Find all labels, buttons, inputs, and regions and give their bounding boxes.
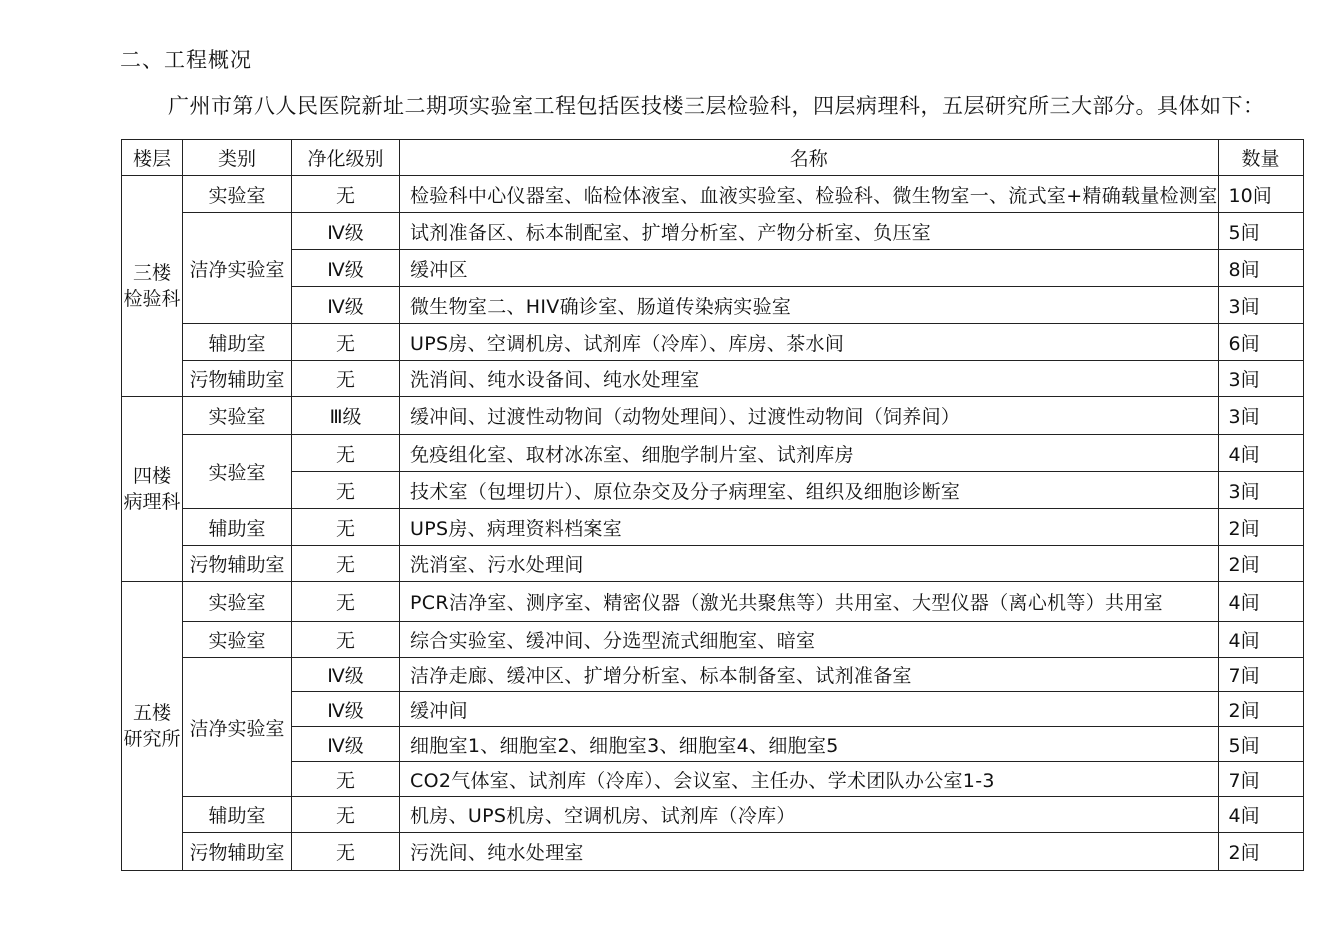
department-label: 检验科: [123, 288, 181, 310]
room-names-cell: 洗消室、污水处理间: [400, 546, 1219, 582]
level-cell: 无: [292, 472, 400, 509]
level-cell: 无: [292, 833, 400, 871]
header-name: 名称: [400, 140, 1219, 176]
category-cell: 实验室: [183, 176, 292, 213]
table-row: [122, 546, 1304, 582]
room-names-cell: 洁净走廊、缓冲区、扩增分析室、标本制备室、试剂准备室: [400, 658, 1219, 692]
table-row: [122, 727, 1304, 762]
category-cell: 实验室: [183, 622, 292, 658]
table-row: [122, 250, 1304, 287]
floor-label: 三楼: [132, 262, 171, 284]
table-row: [122, 213, 1304, 250]
header-quantity: 数量: [1218, 140, 1303, 176]
floor-label: 五楼: [132, 702, 171, 724]
header-level: 净化级别: [292, 140, 400, 176]
table-row: [122, 435, 1304, 472]
category-cell: 辅助室: [183, 797, 292, 833]
room-names-cell: UPS房、病理资料档案室: [400, 509, 1219, 546]
level-cell: 无: [292, 324, 400, 361]
department-label: 研究所: [123, 728, 181, 750]
room-names-cell: 检验科中心仪器室、临检体液室、血液实验室、检验科、微生物室一、流式室+精确载量检测室: [400, 176, 1219, 213]
lab-summary-table: [121, 139, 1304, 871]
level-cell: 无: [292, 546, 400, 582]
room-names-cell: UPS房、空调机房、试剂库（冷库）、库房、茶水间: [400, 324, 1219, 361]
table-row: [122, 287, 1304, 324]
room-names-cell: 缓冲间、过渡性动物间（动物处理间）、过渡性动物间（饲养间）: [400, 397, 1219, 435]
category-cell: 实验室: [183, 435, 292, 509]
level-cell: 无: [292, 361, 400, 397]
table-row: [122, 176, 1304, 213]
quantity-cell: 2间: [1218, 833, 1303, 871]
table-row: [122, 324, 1304, 361]
intro-paragraph: 广州市第八人民医院新址二期项实验室工程包括医技楼三层检验科，四层病理科，五层研究所三大部分。具体如下：: [168, 94, 1265, 118]
room-names-cell: PCR洁净室、测序室、精密仪器（激光共聚焦等）共用室、大型仪器（离心机等）共用室: [400, 582, 1219, 622]
level-cell: 无: [292, 582, 400, 622]
room-names-cell: 洗消间、纯水设备间、纯水处理室: [400, 361, 1219, 397]
table-row: [122, 692, 1304, 727]
room-names-cell: 污洗间、纯水处理室: [400, 833, 1219, 871]
section-heading: 二、工程概况: [120, 48, 252, 72]
level-cell: Ⅲ级: [292, 397, 400, 435]
quantity-cell: 4间: [1218, 435, 1303, 472]
floor-cell-3: [122, 176, 183, 397]
room-names-cell: 细胞室1、细胞室2、细胞室3、细胞室4、细胞室5: [400, 727, 1219, 762]
table-row: [122, 658, 1304, 692]
quantity-cell: 7间: [1218, 762, 1303, 797]
category-cell: 辅助室: [183, 509, 292, 546]
room-names-cell: 缓冲区: [400, 250, 1219, 287]
quantity-cell: 3间: [1218, 287, 1303, 324]
floor-label: 四楼: [132, 465, 171, 487]
table-row: [122, 797, 1304, 833]
level-cell: Ⅳ级: [292, 692, 400, 727]
category-cell: 洁净实验室: [183, 658, 292, 797]
table-row: [122, 397, 1304, 435]
quantity-cell: 4间: [1218, 622, 1303, 658]
quantity-cell: 5间: [1218, 727, 1303, 762]
room-names-cell: 综合实验室、缓冲间、分选型流式细胞室、暗室: [400, 622, 1219, 658]
table-row: [122, 472, 1304, 509]
table-row: [122, 509, 1304, 546]
quantity-cell: 3间: [1218, 397, 1303, 435]
level-cell: Ⅳ级: [292, 250, 400, 287]
floor-cell-4: [122, 397, 183, 582]
room-names-cell: 微生物室二、HIV确诊室、肠道传染病实验室: [400, 287, 1219, 324]
table-row: [122, 833, 1304, 871]
room-names-cell: 机房、UPS机房、空调机房、试剂库（冷库）: [400, 797, 1219, 833]
header-floor: 楼层: [122, 140, 183, 176]
quantity-cell: 3间: [1218, 472, 1303, 509]
quantity-cell: 5间: [1218, 213, 1303, 250]
quantity-cell: 8间: [1218, 250, 1303, 287]
category-cell: 污物辅助室: [183, 833, 292, 871]
quantity-cell: 4间: [1218, 797, 1303, 833]
quantity-cell: 3间: [1218, 361, 1303, 397]
level-cell: Ⅳ级: [292, 658, 400, 692]
quantity-cell: 4间: [1218, 582, 1303, 622]
level-cell: 无: [292, 509, 400, 546]
level-cell: 无: [292, 435, 400, 472]
category-cell: 辅助室: [183, 324, 292, 361]
table-row: [122, 361, 1304, 397]
table-header-row: [122, 140, 1304, 176]
category-cell: 污物辅助室: [183, 361, 292, 397]
room-names-cell: 缓冲间: [400, 692, 1219, 727]
room-names-cell: CO2气体室、试剂库（冷库）、会议室、主任办、学术团队办公室1-3: [400, 762, 1219, 797]
category-cell: 实验室: [183, 582, 292, 622]
level-cell: 无: [292, 622, 400, 658]
table-row: [122, 762, 1304, 797]
room-names-cell: 试剂准备区、标本制配室、扩增分析室、产物分析室、负压室: [400, 213, 1219, 250]
quantity-cell: 6间: [1218, 324, 1303, 361]
level-cell: Ⅳ级: [292, 287, 400, 324]
quantity-cell: 2间: [1218, 692, 1303, 727]
room-names-cell: 免疫组化室、取材冰冻室、细胞学制片室、试剂库房: [400, 435, 1219, 472]
floor-cell-5: [122, 582, 183, 871]
quantity-cell: 2间: [1218, 509, 1303, 546]
table-row: [122, 622, 1304, 658]
quantity-cell: 10间: [1218, 176, 1303, 213]
level-cell: 无: [292, 176, 400, 213]
header-category: 类别: [183, 140, 292, 176]
quantity-cell: 2间: [1218, 546, 1303, 582]
level-cell: 无: [292, 762, 400, 797]
level-cell: Ⅳ级: [292, 727, 400, 762]
category-cell: 污物辅助室: [183, 546, 292, 582]
table-row: [122, 582, 1304, 622]
department-label: 病理科: [123, 491, 181, 513]
level-cell: Ⅳ级: [292, 213, 400, 250]
room-names-cell: 技术室（包埋切片）、原位杂交及分子病理室、组织及细胞诊断室: [400, 472, 1219, 509]
level-cell: 无: [292, 797, 400, 833]
category-cell: 实验室: [183, 397, 292, 435]
category-cell: 洁净实验室: [183, 213, 292, 324]
quantity-cell: 7间: [1218, 658, 1303, 692]
